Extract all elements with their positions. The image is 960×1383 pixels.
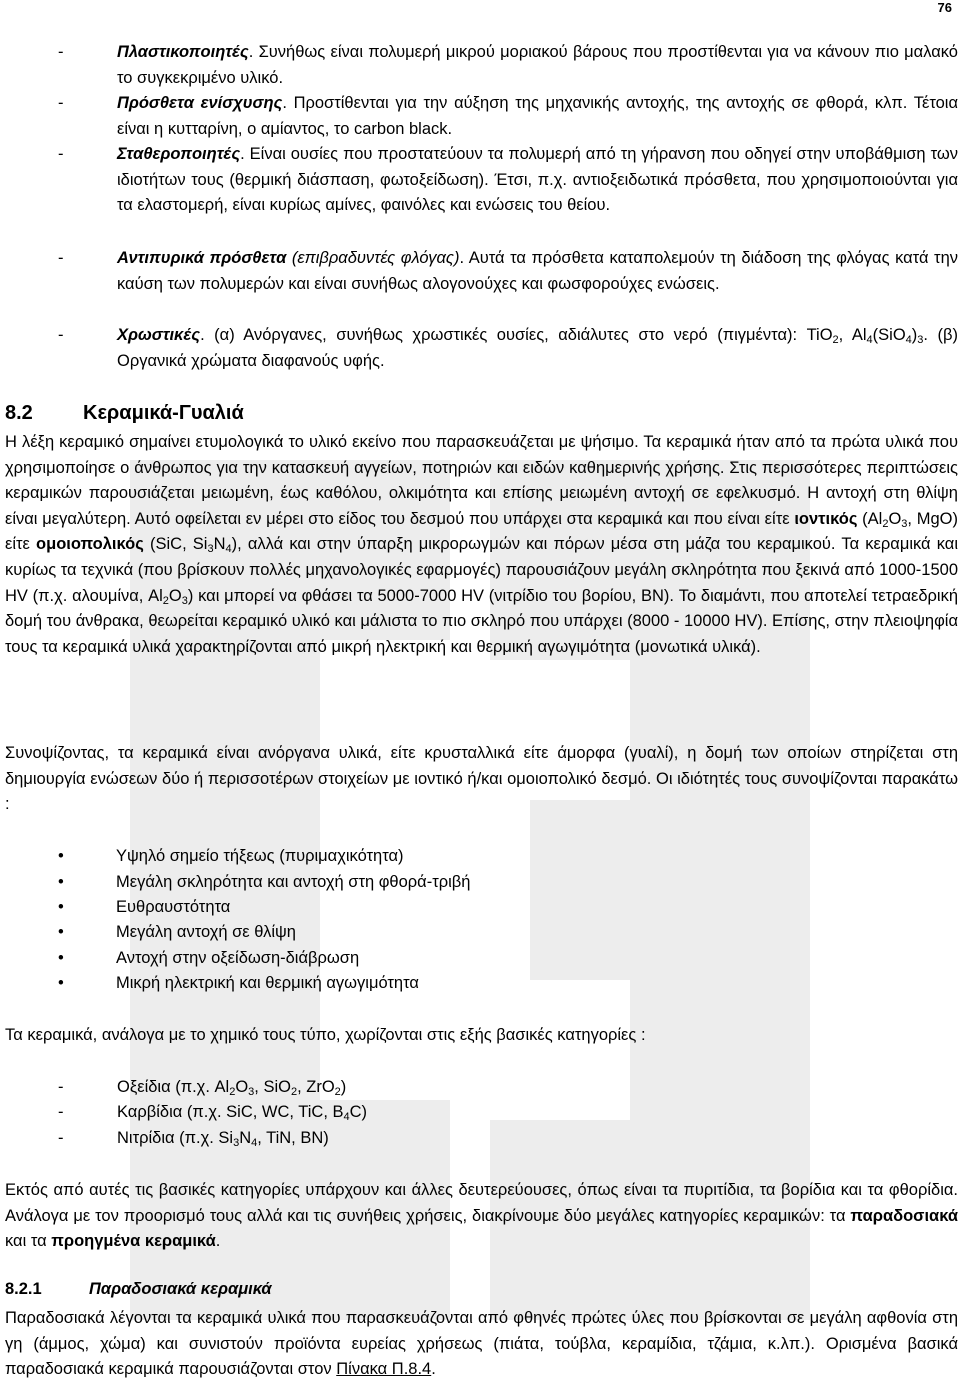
category-text: O bbox=[235, 1078, 249, 1096]
subsection-title: Παραδοσιακά κεραμικά bbox=[89, 1280, 272, 1298]
bullet-text: Αντοχή στην οξείδωση-διάβρωση bbox=[116, 949, 360, 967]
text-pigments-e: . (β) Οργανικά χρώματα διαφανούς υφής. bbox=[117, 326, 959, 370]
dash-glyph: - bbox=[58, 94, 64, 112]
dash-item-reinforcement bbox=[58, 91, 958, 142]
subscript: 3 bbox=[207, 543, 214, 556]
bullet-text: Υψηλό σημείο τήξεως (πυριμαχικότητα) bbox=[116, 847, 404, 865]
category-text: Οξείδια (π.χ. Al bbox=[117, 1078, 230, 1096]
dash-item-stabilizers bbox=[58, 142, 958, 219]
bullet-item bbox=[58, 844, 404, 870]
text-pigments-d: ) bbox=[911, 326, 918, 344]
bullet-text: Μεγάλη αντοχή σε θλίψη bbox=[116, 923, 296, 941]
dash-glyph: - bbox=[58, 249, 64, 267]
text-pigments-a: . (α) Ανόργανες, συνήθως χρωστικές ουσίες, αδιάλυτες στο νερό (πιγμέντα): TiO bbox=[200, 326, 833, 344]
text-stabilizers: . Είναι ουσίες που προστατεύουν τα πολυμερή από τη γήρανση που οδηγεί στην υποβάθμιση των ιδιοτήτων τους (θερμική διάσπαση, φωτοξείδωση). Έτσι, π.χ. αντιοξειδωτικά πρόσθετα, που χρησιμοποιούνται για τα ελαστομερή, είναι κυρίως αμίνες, φαινόλες και ενώσεις του θείου. bbox=[117, 145, 958, 214]
dash-glyph: - bbox=[58, 43, 64, 61]
bullet-item bbox=[58, 946, 359, 972]
bullet-item bbox=[58, 971, 419, 997]
dash-glyph: - bbox=[58, 1078, 64, 1096]
subsection-number: 8.2.1 bbox=[5, 1280, 42, 1298]
category-text: , ZrO bbox=[297, 1078, 335, 1096]
subscript: 3 bbox=[901, 517, 908, 530]
para1-text: O bbox=[168, 586, 182, 605]
subscript: 4 bbox=[866, 334, 873, 346]
bullet-glyph: • bbox=[58, 974, 64, 992]
bullet-item bbox=[58, 920, 296, 946]
para1-bold-ionic: ιοντικός bbox=[794, 509, 858, 528]
text-pigments-b: , Al bbox=[838, 326, 867, 344]
category-text: C) bbox=[349, 1103, 368, 1121]
subscript: 2 bbox=[334, 1086, 341, 1098]
table-reference-link[interactable]: Πίνακα Π.8.4 bbox=[336, 1360, 432, 1379]
para1-text: ) και μπορεί να φθάσει τα 5000-7000 HV (νιτρίδιο του βορίου, BN). Το διαμάντι, που αποτελεί τετραεδρική δομή του άνθρακα, θεωρείται κεραμικό υλικό και μάλιστα το πιο σκληρό που υπάρχει (8000 - 10000 HV). Επίσης, στην πλειοψηφία τους τα κεραμικά υλικά χαρακτηρίζονται από μικρή ηλεκτρική και θερμική αγωγιμότητα (μονωτικά υλικά). bbox=[5, 586, 959, 656]
subscript: 2 bbox=[882, 517, 889, 530]
category-text: Νιτρίδια (π.χ. Si bbox=[117, 1129, 234, 1147]
dash-glyph: - bbox=[58, 1103, 64, 1121]
section-number: 8.2 bbox=[5, 402, 33, 424]
category-text: ) bbox=[340, 1078, 347, 1096]
subscript: 2 bbox=[162, 594, 169, 607]
category-oxides bbox=[58, 1075, 958, 1101]
para4-text: . bbox=[215, 1232, 221, 1251]
text-flame-retardants: . Αυτά τα πρόσθετα καταπολεμούν τη διάδοση της φλόγας κατά την καύση των πολυμερών και είναι συνήθως αλογονούχες και φωσφορούχες ενώσεις. bbox=[117, 249, 958, 293]
term-pigments: Χρωστικές bbox=[117, 326, 201, 344]
bullet-text: Ευθραυστότητα bbox=[116, 898, 231, 916]
para4-text: Εκτός από αυτές τις βασικές κατηγορίες υπάρχουν και άλλες δευτερεύουσες, όπως είναι τα πυριτίδια, τα βορίδια και τα φθορίδια. Ανάλογα με τον προορισμό τους αλλά και τις συνήθεις χρήσεις, διακρίνουμε δύο μεγάλες κατηγορίες κεραμικών: τα bbox=[5, 1181, 958, 1225]
para1-bold-covalent: ομοιοπολικός bbox=[36, 535, 144, 554]
text-reinforcement: . Προστίθενται για την αύξηση της μηχανικής αντοχής, της αντοχής σε φθορά, κλπ. Τέτοια είναι η κυτταρίνη, ο αμίαντος, το carbon black. bbox=[117, 94, 958, 138]
subscript: 4 bbox=[251, 1137, 258, 1149]
subscript: 2 bbox=[290, 1086, 298, 1098]
category-text: N bbox=[239, 1129, 252, 1147]
section-title: Κεραμικά-Γυαλιά bbox=[83, 402, 244, 424]
dash-glyph: - bbox=[58, 326, 64, 344]
para4-bold-advanced: προηγμένα κεραμικά bbox=[51, 1232, 216, 1251]
para5-text: Παραδοσιακά λέγονται τα κεραμικά υλικά που παρασκευάζονται από φθηνές πρώτες ύλες που βρίσκονται σε μεγάλη αφθονία στη γη (άμμος, χώμα) και συνιστούν προϊόντα ευρείας χρήσεως (πιάτα, τούβλα, κεραμίδια, τζάμια, κ.λπ.). Ορισμένα βασικά παραδοσιακά κεραμικά παρουσιάζονται στον bbox=[5, 1309, 958, 1379]
para1-text: O bbox=[888, 509, 902, 528]
bullet-item bbox=[58, 895, 230, 921]
dash-item-pigments bbox=[58, 323, 958, 374]
category-text: Καρβίδια (π.χ. SiC, WC, TiC, B bbox=[117, 1103, 344, 1121]
text-plasticizers: . Συνήθως είναι πολυμερή μικρού μοριακού βάρους που προστίθενται για να κάνουν πιο μαλακό το συγκεκριμένο υλικό. bbox=[117, 43, 958, 87]
bullet-item bbox=[58, 870, 470, 896]
para1-text: ), αλλά και στην ύπαρξη μικρορωγμών και πόρων μέσα στη μάζα του κεραμικού. Τα κεραμικά και κυρίως τα τεχνικά (που βρίσκουν πολλές μηχανολογικές εφαρμογές) παρουσιάζουν μεγάλη σκληρότητα που ξεκινά από 1000-1500 HV (π.χ. αλουμίνα, Al bbox=[5, 535, 958, 605]
subscript: 2 bbox=[229, 1086, 236, 1098]
subscript: 4 bbox=[343, 1111, 350, 1123]
subscript: 2 bbox=[832, 334, 839, 346]
bullet-glyph: • bbox=[58, 949, 64, 967]
subscript: 3 bbox=[233, 1137, 240, 1149]
paragraph-summary: Συνοψίζοντας, τα κεραμικά είναι ανόργανα υλικά, είτε κρυσταλλικά είτε άμορφα (γυαλί), η δομή των οποίων στηρίζεται στη δημιουργία ενώσεων δύο ή περισσοτέρων στοιχείων με ιοντικό ή/και ομοιοπολικό δεσμό. Οι ιδιότητές τους συνοψίζονται παρακάτω : bbox=[5, 744, 958, 814]
term-stabilizers: Σταθεροποιητές bbox=[117, 145, 241, 163]
para1-text: Η λέξη κεραμικό σημαίνει ετυμολογικά το υλικό εκείνο που παρασκευάζεται με ψήσιμο. Τα κεραμικά ήταν από τα πρώτα υλικά που χρησιμοποίησε ο άνθρωπος για την κατασκευή αγγείων, ποτηριών και ειδών καθημερινής χρήσης. Στις περισσότερες περιπτώσεις κεραμικών παρουσιάζεται μειωμένη, έως καθόλου, ολκιμότητα και επίσης μειωμένη αντοχή σε εφελκυσμό. Η αντοχή στη θλίψη είναι μεγαλύτερη. Αυτό οφείλεται εν μέρει στο είδος του δεσμού που υπάρχει στα κεραμικά και που είναι είτε bbox=[5, 433, 958, 528]
bullet-glyph: • bbox=[58, 923, 64, 941]
para1-text: (SiC, Si bbox=[143, 535, 208, 554]
text-pigments-c: (SiO bbox=[872, 326, 906, 344]
paragraph-secondary-categories bbox=[5, 1178, 958, 1255]
bullet-text: Μικρή ηλεκτρική και θερμική αγωγιμότητα bbox=[116, 974, 419, 992]
para5-text: . bbox=[431, 1360, 436, 1379]
paragraph-traditional-ceramics bbox=[5, 1306, 958, 1383]
para4-text: και τα bbox=[5, 1232, 52, 1251]
subscript: 3 bbox=[917, 334, 924, 346]
term-plasticizers: Πλαστικοποιητές bbox=[117, 43, 249, 61]
section-heading bbox=[5, 402, 244, 425]
category-text: , SiO bbox=[254, 1078, 291, 1096]
page-number: 76 bbox=[937, 0, 952, 15]
paragraph-ceramics-intro bbox=[5, 430, 958, 660]
bullet-glyph: • bbox=[58, 898, 64, 916]
subscript: 3 bbox=[248, 1086, 255, 1098]
para4-bold-traditional: παραδοσιακά bbox=[850, 1206, 958, 1225]
subscript: 4 bbox=[905, 334, 912, 346]
bullet-text: Μεγάλη σκληρότητα και αντοχή στη φθορά-τριβή bbox=[116, 873, 471, 891]
term-flame-retardants-extra: (επιβραδυντές φλόγας) bbox=[286, 249, 460, 267]
bullet-glyph: • bbox=[58, 847, 64, 865]
para1-text: , MgO) είτε bbox=[5, 509, 958, 554]
bullet-glyph: • bbox=[58, 873, 64, 891]
category-nitrides bbox=[58, 1126, 958, 1152]
category-text: , TiN, BN) bbox=[257, 1129, 329, 1147]
term-flame-retardants: Αντιπυρικά πρόσθετα bbox=[117, 249, 287, 267]
dash-item-plasticizers bbox=[58, 40, 958, 91]
para1-text: (Al bbox=[857, 509, 883, 528]
para1-text: N bbox=[213, 535, 226, 554]
category-carbides bbox=[58, 1100, 958, 1126]
dash-item-flame-retardants bbox=[58, 246, 958, 297]
subscript: 4 bbox=[225, 543, 232, 556]
dash-glyph: - bbox=[58, 1129, 64, 1147]
term-reinforcement: Πρόσθετα ενίσχυσης bbox=[117, 94, 283, 112]
subsection-heading bbox=[5, 1280, 272, 1299]
dash-glyph: - bbox=[58, 145, 64, 163]
paragraph-categories-intro: Τα κεραμικά, ανάλογα με το χημικό τους τύπο, χωρίζονται στις εξής βασικές κατηγορίες : bbox=[5, 1026, 646, 1044]
subscript: 3 bbox=[181, 594, 188, 607]
